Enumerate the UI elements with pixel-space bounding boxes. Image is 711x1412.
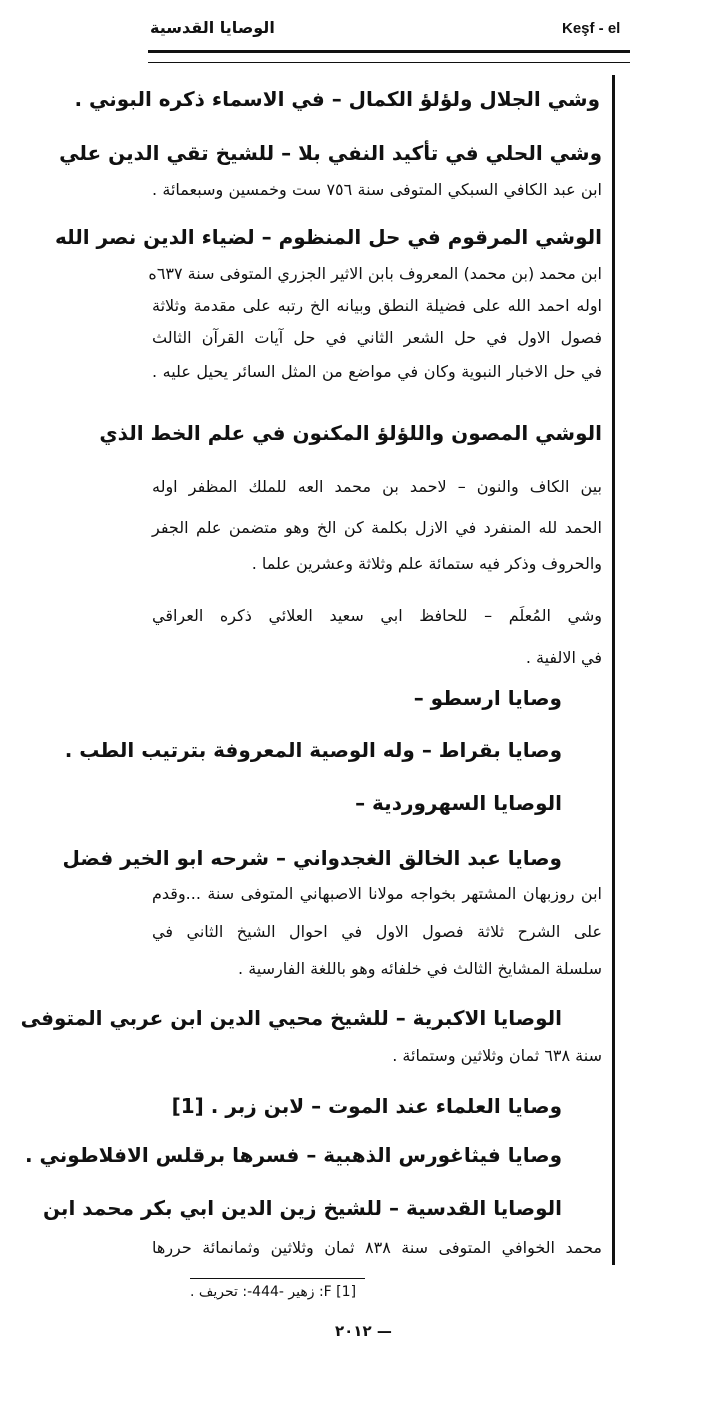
entry-line: في حل الاخبار النبوية وكان في مواضع من المثل السائر يحيل عليه .	[152, 362, 602, 381]
entry-line: في الالفية .	[525, 648, 602, 667]
entry-line: وصايا عبد الخالق الغجدواني – شرحه ابو الخير فضل	[62, 846, 562, 870]
entry-line: وشي المُعلَم – للحافظ ابي سعيد العلائي ذكره العراقي	[152, 606, 602, 625]
entry-line: الوشي المرقوم في حل المنظوم – لضياء الدين نصر الله	[54, 225, 602, 249]
entry-line: وصايا العلماء عند الموت – لابن زبر . [1]	[171, 1094, 562, 1118]
entry-line: بين الكاف والنون – لاحمد بن محمد العه للملك المظفر اوله	[152, 477, 602, 496]
entry-line: الحمد لله المنفرد في الازل بكلمة كن الخ وهو متضمن علم الجفر	[152, 518, 602, 537]
entry-line: وصايا بقراط – وله الوصية المعروفة بترتيب الطب .	[64, 738, 562, 762]
entry-line: الوصايا القدسية – للشيخ زين الدين ابي بكر محمد ابن	[42, 1196, 562, 1220]
entry-line: والحروف وذكر فيه ستمائة علم وثلاثة وعشرين علما .	[251, 554, 602, 573]
margin-vertical-rule	[612, 75, 615, 1265]
entry-line: وصايا ارسطو –	[413, 686, 562, 710]
entry-line: الوشي المصون واللؤلؤ المكنون في علم الخط الذي	[99, 421, 602, 445]
page-number: — ٢٠١٢	[335, 1322, 392, 1340]
entry-line: محمد الخوافي المتوفى سنة ٨٣٨ ثمان وثلاثين وثمانمائة حررها	[152, 1238, 602, 1257]
entry-line: سلسلة المشايخ الثالث في خلفائه وهو باللغة الفارسية .	[238, 959, 602, 978]
entry-line: على الشرح ثلاثة فصول الاول في احوال الشيخ الثاني في	[152, 922, 602, 941]
entry-line: ابن عبد الكافي السبكي المتوفى سنة ٧٥٦ ست وخمسين وسبعمائة .	[152, 180, 603, 199]
footnote-rule	[190, 1278, 365, 1279]
footnote: [1] F: زهير -444-: تحريف .	[190, 1284, 357, 1300]
entry-line: وصايا فيثاغورس الذهبية – فسرها برقلس الافلاطوني .	[24, 1143, 562, 1167]
entry-line: ابن روزبهان المشتهر بخواجه مولانا الاصبهاني المتوفى سنة ...وقدم	[152, 884, 602, 903]
entry-line: وشي الجلال ولؤلؤ الكمال – في الاسماء ذكره البوني .	[74, 87, 600, 111]
entry-line: ابن محمد (بن محمد) المعروف بابن الاثير الجزري المتوفى سنة ٦٣٧ه	[148, 264, 602, 283]
entry-line: اوله احمد الله على فضيلة النطق وبيانه الخ رتبه على مقدمة وثلاثة	[152, 296, 602, 315]
running-head-kesf: Keşf - el	[562, 20, 621, 37]
header-rule-thin	[148, 62, 630, 63]
entry-line: الوصايا السهروردية –	[355, 791, 562, 815]
header-rule-thick	[148, 50, 630, 53]
running-head-title: الوصايا القدسية	[150, 18, 275, 37]
entry-line: الوصايا الاكبرية – للشيخ محيي الدين ابن عربي المتوفى	[20, 1006, 562, 1030]
entry-line: فصول الاول في حل الشعر الثاني في حل آيات القرآن الثالث	[152, 328, 602, 347]
entry-line: وشي الحلي في تأكيد النفي بلا – للشيخ تقي الدين علي	[59, 141, 602, 165]
entry-line: سنة ٦٣٨ ثمان وثلاثين وستمائة .	[392, 1046, 602, 1065]
